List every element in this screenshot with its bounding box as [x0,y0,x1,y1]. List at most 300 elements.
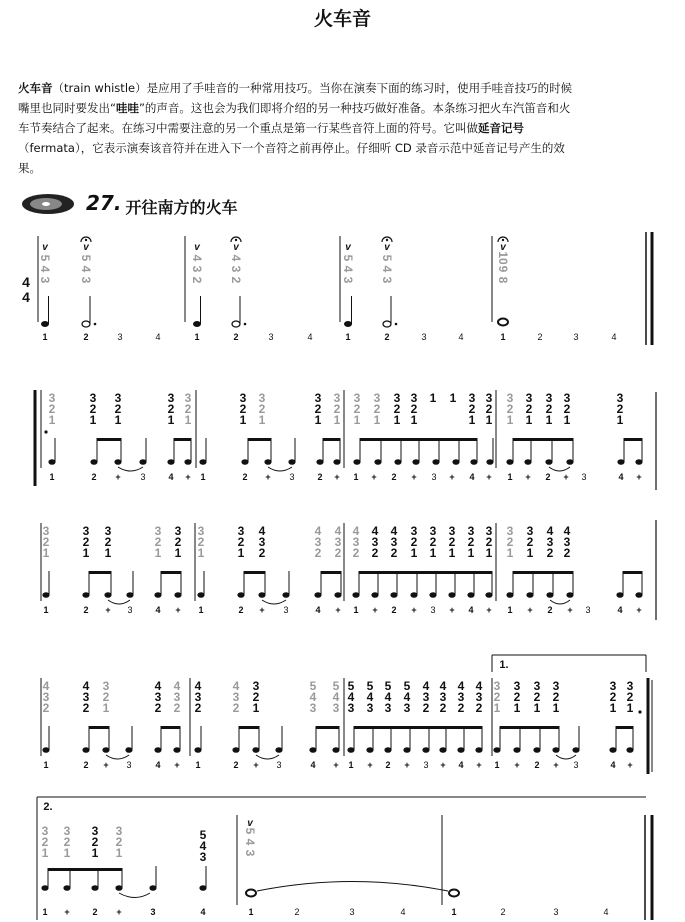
beat-count: 4 [610,760,616,770]
chord-digit: 2 [390,546,398,560]
chord-digit: 4 [194,679,202,693]
chord-digit: 9 [496,265,510,273]
chord-digit: 1 [563,413,571,427]
chord-digit: 2 [373,402,381,416]
chord-digit: 2 [410,402,418,416]
tie [549,467,570,471]
chord-digit: 5 [366,679,374,693]
beat-count: + [333,760,339,770]
beat-count: + [486,472,492,482]
ending-1-label: 1. [499,659,509,671]
chord-digit: 2 [42,701,50,715]
beat-count: 2 [391,605,397,615]
chord-digit: 2 [429,535,437,549]
beat-count: 2 [385,760,391,770]
chord-digit: 3 [82,524,90,538]
chord-digit: 4 [380,265,394,273]
beat-count: + [553,760,559,770]
intro-text-1: （train whistle）是应用了手哇音的一种常用技巧。当你在演奏下面的练习时，使用手哇音技巧的时候嘴里也同时要发出“ [18,81,573,115]
chord-digit: 2 [468,402,476,416]
breath-mark: v [247,818,253,829]
beat-count: 3 [140,472,146,482]
beat-count: 4 [603,907,609,917]
time-signature-top: 4 [22,274,30,290]
chord-digit: 1 [333,413,341,427]
chord-digit: 3 [48,391,56,405]
chord-digit: 3 [42,690,50,704]
chord-digit: 4 [190,254,204,262]
beam [624,438,642,441]
page-title: 火车音 [313,8,371,30]
beat-count: + [185,472,191,482]
beat-count: 3 [553,907,559,917]
beat-count: 3 [573,760,579,770]
beat-count: + [367,760,373,770]
beat-count: + [372,605,378,615]
chord-digit: 3 [114,391,122,405]
breath-mark: v [384,242,390,253]
beat-count: + [334,472,340,482]
chord-digit: 3 [197,524,205,538]
chord-digit: 4 [422,679,430,693]
beat-count: + [64,907,70,917]
chord-digit: 2 [167,402,175,416]
beat-count: + [411,472,417,482]
chord-digit: 4 [341,265,355,273]
chord-digit: 3 [194,690,202,704]
beat-count: 1 [195,760,201,770]
beat-count: 2 [242,472,248,482]
chord-digit: 3 [243,849,257,857]
chord-digit: 3 [468,391,476,405]
beat-count: + [449,605,455,615]
whole-note [246,890,256,897]
chord-digit: 4 [38,265,52,273]
beat-count: + [627,760,633,770]
chord-digit: 2 [626,690,634,704]
chord-digit: 4 [232,679,240,693]
beat-count: + [411,605,417,615]
repeat-dot [638,710,641,713]
chord-digit: 3 [353,391,361,405]
chord-digit: 1 [526,546,534,560]
whole-note [449,890,459,897]
chord-digit: 3 [422,690,430,704]
fermata-dot [85,239,87,241]
beat-count: 2 [83,605,89,615]
chord-digit: 1 [102,701,110,715]
beat-count: 1 [494,760,500,770]
tie [268,467,292,471]
beat-count: 4 [617,605,623,615]
chord-digit: 3 [79,276,93,284]
chord-digit: 2 [616,402,624,416]
beat-count: 4 [155,760,161,770]
chord-digit: 4 [173,679,181,693]
chord-digit: 5 [332,679,340,693]
chord-digit: 3 [525,391,533,405]
chord-digit: 1 [448,546,456,560]
chord-digit: 1 [353,413,361,427]
chord-digit: 3 [563,535,571,549]
intro-text-3: （fermata），它表示演奏该音符并在进入下一个音符之前再停止。仔细听 CD 录音示范中延音记号产生的效果。 [18,141,565,175]
beat-count: 3 [117,332,123,342]
chord-digit: 3 [616,391,624,405]
chord-digit: 1 [252,701,260,715]
chord-digit: 3 [63,824,71,838]
chord-digit: 4 [563,524,571,538]
chord-digit: 1 [429,391,437,405]
chord-digit: 1 [41,846,49,860]
beam [500,726,559,729]
chord-digit: 1 [82,546,90,560]
chord-digit: 2 [194,701,202,715]
chord-digit: 5 [341,254,355,262]
chord-digit: 3 [546,535,554,549]
chord-digit: 1 [237,546,245,560]
chord-digit: 4 [390,524,398,538]
intro-text-2: ”的声音。这也会为我们即将介绍的另一种技巧做好准备。本条练习把火车汽笛音和火车节奏结合了起来。在练习中需要注意的另一个重点是第一行某些音符上面的符号。它叫做 [18,101,571,135]
chord-digit: 3 [314,535,322,549]
chord-digit: 1 [114,413,122,427]
chord-digit: 3 [366,701,374,715]
chord-digit: 1 [533,701,541,715]
chord-digit: 2 [393,402,401,416]
chord-digit: 2 [42,535,50,549]
chord-digit: 3 [309,701,317,715]
chord-digit: 2 [563,402,571,416]
chord-digit: 3 [252,679,260,693]
beat-count: 3 [423,760,429,770]
chord-digit: 4 [475,679,483,693]
fermata-dot [502,239,504,241]
beat-count: 1 [42,907,48,917]
chord-digit: 2 [229,276,243,284]
chord-digit: 3 [167,391,175,405]
breath-mark: v [233,242,239,253]
chord-digit: 4 [243,838,257,846]
chord-digit: 1 [174,546,182,560]
chord-digit: 1 [626,701,634,715]
beat-count: 3 [430,605,436,615]
chord-digit: 4 [371,524,379,538]
chord-digit: 2 [173,701,181,715]
chord-digit: 3 [104,524,112,538]
chord-digit: 2 [154,535,162,549]
beat-count: 1 [507,605,513,615]
beam [174,438,191,441]
chord-digit: 1 [154,546,162,560]
chord-digit: 4 [366,690,374,704]
beat-count: + [476,760,482,770]
chord-digit: 2 [546,546,554,560]
chord-digit: 3 [341,276,355,284]
beat-count: 1 [43,605,49,615]
chord-digit: 3 [563,391,571,405]
chord-digit: 1 [373,413,381,427]
chord-digit: 10 [496,251,510,265]
chord-digit: 2 [353,402,361,416]
fermata-dot [386,239,388,241]
beam [513,571,573,574]
beat-count: 2 [83,332,89,342]
chord-digit: 2 [197,535,205,549]
beat-count: 1 [507,472,513,482]
chord-digit: 1 [48,413,56,427]
tie [257,882,448,892]
tie [556,755,576,759]
chord-digit: 3 [373,391,381,405]
chord-digit: 3 [333,391,341,405]
chord-digit: 1 [467,546,475,560]
beat-count: 4 [458,760,464,770]
chord-digit: 2 [239,402,247,416]
beam [97,438,121,441]
beat-count: + [175,605,181,615]
chord-digit: 3 [439,690,447,704]
chord-digit: 3 [237,524,245,538]
chord-digit: 4 [42,679,50,693]
beat-count: 4 [168,472,174,482]
chord-digit: 2 [252,690,260,704]
chord-digit: 2 [314,546,322,560]
beat-count: 1 [248,907,254,917]
chord-digit: 4 [314,524,322,538]
chord-digit: 2 [114,402,122,416]
chord-digit: 3 [475,690,483,704]
beat-count: + [567,605,573,615]
chord-digit: 4 [347,690,355,704]
beat-count: 3 [349,907,355,917]
chord-digit: 2 [422,701,430,715]
chord-digit: 3 [457,690,465,704]
chord-digit: 2 [506,535,514,549]
beat-count: + [115,472,121,482]
chord-digit: 3 [174,524,182,538]
chord-digit: 2 [475,701,483,715]
chord-digit: 4 [384,690,392,704]
chord-digit: 3 [513,679,521,693]
beat-count: 1 [42,332,48,342]
beat-count: + [636,472,642,482]
chord-digit: 3 [403,701,411,715]
beat-count: 2 [91,472,97,482]
chord-digit: 1 [104,546,112,560]
beat-count: 2 [547,605,553,615]
beam [89,726,109,729]
beat-count: 3 [150,907,156,917]
chord-digit: 2 [506,402,514,416]
chord-digit: 2 [104,535,112,549]
chord-digit: 4 [199,839,207,853]
tie [262,600,286,604]
dot [94,323,97,326]
chord-digit: 1 [410,546,418,560]
chord-digit: 2 [467,535,475,549]
chord-digit: 2 [485,535,493,549]
beat-count: 2 [534,760,540,770]
chord-digit: 1 [167,413,175,427]
tie [118,467,143,471]
chord-digit: 1 [91,846,99,860]
chord-digit: 3 [184,391,192,405]
beat-count: + [259,605,265,615]
beam [244,571,265,574]
chord-digit: 3 [41,824,49,838]
beat-count: + [371,472,377,482]
chord-digit: 4 [258,524,266,538]
chord-digit: 1 [485,413,493,427]
intro-term: 火车音 [18,81,53,95]
chord-digit: 2 [237,535,245,549]
chord-digit: 5 [403,679,411,693]
breath-mark: v [345,242,351,253]
beat-count: 2 [384,332,390,342]
chord-digit: 3 [89,391,97,405]
breath-mark: v [500,242,506,253]
beat-count: + [105,605,111,615]
beat-count: + [253,760,259,770]
chord-digit: 3 [371,535,379,549]
chord-digit: 4 [229,254,243,262]
chord-digit: 2 [439,701,447,715]
tie [256,755,279,759]
chord-digit: 3 [526,524,534,538]
chord-digit: 3 [154,524,162,538]
beat-count: 1 [194,332,200,342]
chord-digit: 2 [190,276,204,284]
chord-digit: 1 [525,413,533,427]
chord-digit: 2 [154,701,162,715]
chord-digit: 4 [546,524,554,538]
beat-count: + [404,760,410,770]
chord-digit: 2 [258,402,266,416]
beam [359,571,492,574]
chord-digit: 2 [371,546,379,560]
chord-digit: 3 [332,701,340,715]
chord-digit: 3 [533,679,541,693]
beat-count: 2 [294,907,300,917]
chord-digit: 1 [115,846,123,860]
beat-count: 2 [233,332,239,342]
beat-count: 2 [238,605,244,615]
quarter-note [193,321,201,327]
tie [550,600,570,604]
beat-count: + [265,472,271,482]
chord-digit: 1 [545,413,553,427]
beat-count: 4 [468,605,474,615]
beam [513,438,573,441]
beat-count: + [335,605,341,615]
beam [239,726,259,729]
beat-count: 4 [155,605,161,615]
beat-count: 2 [537,332,543,342]
chord-digit: 3 [154,690,162,704]
chord-digit: 5 [243,827,257,835]
tie [119,893,150,898]
chord-digit: 5 [384,679,392,693]
chord-digit: 2 [533,690,541,704]
chord-digit: 1 [197,546,205,560]
beat-count: 2 [233,760,239,770]
chord-digit: 2 [526,535,534,549]
chord-digit: 8 [496,276,510,284]
beat-count: 3 [268,332,274,342]
breath-mark: v [42,242,48,253]
chord-digit: 2 [48,402,56,416]
chord-digit: 4 [309,690,317,704]
chord-digit: 4 [154,679,162,693]
chord-digit: 3 [102,679,110,693]
beat-count: 1 [49,472,55,482]
chord-digit: 1 [410,413,418,427]
beat-count: 2 [317,472,323,482]
beat-count: 3 [283,605,289,615]
chord-digit: 3 [552,679,560,693]
chord-digit: 2 [525,402,533,416]
chord-digit: 3 [173,690,181,704]
chord-digit: 2 [82,701,90,715]
chord-digit: 4 [332,690,340,704]
beat-count: 1 [451,907,457,917]
chord-digit: 1 [42,546,50,560]
breath-mark: v [83,242,89,253]
chord-digit: 2 [82,535,90,549]
beat-count: 3 [289,472,295,482]
chord-digit: 2 [63,835,71,849]
chord-digit: 5 [309,679,317,693]
chord-digit: 4 [457,679,465,693]
beat-count: 1 [198,605,204,615]
beat-count: + [563,472,569,482]
chord-digit: 3 [190,265,204,273]
breath-mark: v [194,242,200,253]
chord-digit: 4 [352,524,360,538]
chord-digit: 2 [41,835,49,849]
chord-digit: 3 [229,265,243,273]
beat-count: 1 [345,332,351,342]
time-signature-bottom: 4 [22,289,30,305]
beat-count: 2 [500,907,506,917]
beat-count: 1 [353,605,359,615]
chord-digit: 2 [545,402,553,416]
chord-digit: 2 [102,690,110,704]
chord-digit: 3 [334,535,342,549]
ending-2-label: 2. [43,801,53,813]
exercise-title: 开往南方的火车 [125,197,238,217]
beat-count: 1 [348,760,354,770]
chord-digit: 5 [347,679,355,693]
beat-count: 4 [469,472,475,482]
beam [354,726,482,729]
chord-digit: 2 [258,546,266,560]
chord-digit: 1 [449,391,457,405]
beat-count: + [116,907,122,917]
chord-digit: 3 [448,524,456,538]
beat-count: + [103,760,109,770]
whole-note [498,319,508,326]
beat-count: 3 [573,332,579,342]
chord-digit: 2 [352,546,360,560]
quarter-note [41,321,49,327]
chord-digit: 3 [384,701,392,715]
beat-count: 3 [431,472,437,482]
beat-count: 3 [585,605,591,615]
beat-count: 1 [43,760,49,770]
beat-count: 3 [276,760,282,770]
dot [244,323,247,326]
beat-count: 2 [92,907,98,917]
